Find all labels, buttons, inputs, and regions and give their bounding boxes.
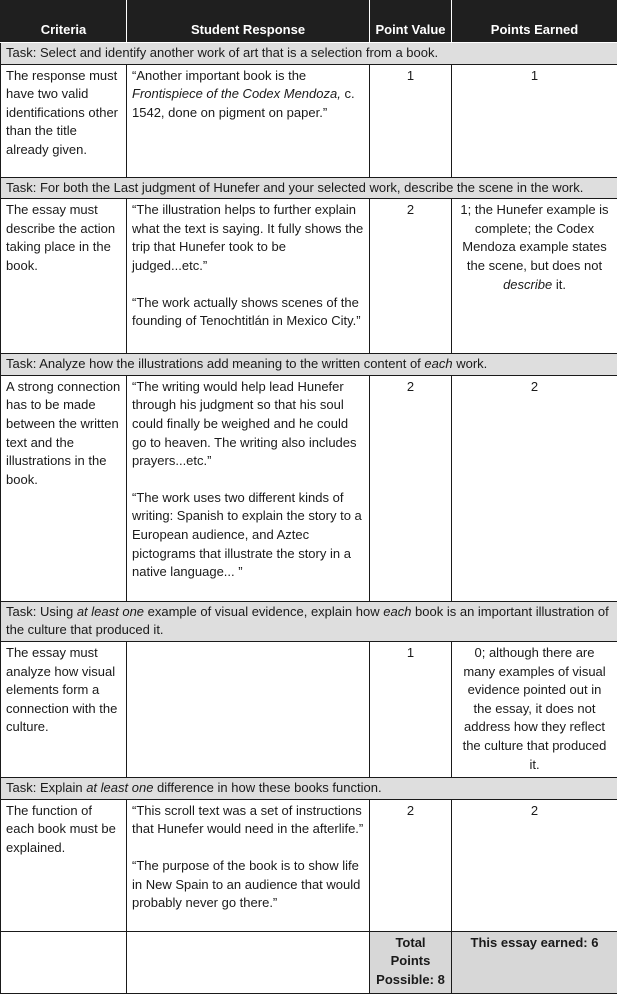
header-row — [1, 1, 617, 43]
criteria-cell: A strong connection has to be made between the written text and the illustrations in the book. — [1, 375, 127, 601]
task-text — [1, 354, 617, 376]
task-text — [1, 778, 617, 800]
criteria-cell: The essay must describe the action taking place in the book. — [1, 199, 127, 354]
point-value-cell: 2 — [370, 799, 452, 931]
student-response-cell — [127, 199, 370, 354]
response-quote: “This scroll text was a set of instructions that Hunefer would need in the afterlife.” — [132, 802, 364, 837]
points-earned-cell: 0; although there are many examples of visual evidence pointed out in the essay, it does not address how they reflect the culture that produced it. — [452, 641, 617, 777]
response-text: “Another important book is the — [132, 67, 307, 83]
response-quote: “The purpose of the book is to show life in New Spain to an audience that would probably never go there.” — [132, 857, 361, 911]
total-row — [1, 931, 617, 993]
student-response-cell — [127, 799, 370, 931]
task-text: Task: For both the Last judgment of Hunefer and your selected work, describe the scene in the work. — [1, 177, 617, 199]
student-response-cell — [127, 375, 370, 601]
table-row — [1, 64, 617, 177]
task-row — [1, 601, 617, 641]
header-criteria: Criteria — [1, 1, 127, 43]
task-text-part: Task: Using — [6, 603, 77, 619]
essay-earned-total: This essay earned: 6 — [452, 931, 617, 993]
response-quote: “The work uses two different kinds of writing: Spanish to explain the story to a European audience, and Aztec pictograms that illustrate the story in a native language... ” — [132, 489, 362, 580]
response-quote: “The work actually shows scenes of the founding of Tenochtitlán in Mexico City.” — [132, 294, 361, 329]
task-row — [1, 43, 617, 65]
points-earned-cell — [452, 199, 617, 354]
task-row — [1, 778, 617, 800]
criteria-cell: The essay must analyze how visual elements form a connection with the culture. — [1, 641, 127, 777]
student-response-cell — [127, 641, 370, 777]
student-response-cell — [127, 64, 370, 177]
task-text-part: example of visual evidence, explain how — [144, 603, 384, 619]
header-points-earned: Points Earned — [452, 1, 617, 43]
table-row — [1, 641, 617, 777]
task-text-part: book is an important illustration of the culture that produced it. — [6, 603, 609, 638]
response-quote: “The illustration helps to further explain what the text is saying. It fully shows the trip that Hunefer took to be judged...etc.” — [132, 202, 364, 273]
points-earned-cell: 1 — [452, 64, 617, 177]
table-row — [1, 799, 617, 931]
response-title: Frontispiece of the Codex Mendoza, — [132, 86, 341, 102]
header-point-value: Point Value — [370, 1, 452, 43]
points-earned-cell: 2 — [452, 375, 617, 601]
earned-emphasis: describe — [503, 276, 553, 292]
point-value-cell: 2 — [370, 199, 452, 354]
task-emphasis: at least one — [86, 780, 154, 796]
task-row — [1, 354, 617, 376]
total-points-possible: Total Points Possible: 8 — [370, 931, 452, 993]
table-row — [1, 199, 617, 354]
points-earned-cell: 2 — [452, 799, 617, 931]
earned-text: it. — [552, 276, 566, 292]
header-student-response: Student Response — [127, 1, 370, 43]
response-text: c. 1542, done on pigment on paper.” — [132, 86, 355, 120]
criteria-cell: The response must have two valid identifications other than the title already given. — [1, 64, 127, 177]
task-row — [1, 177, 617, 199]
point-value-cell: 2 — [370, 375, 452, 601]
task-text-part: Task: Analyze how the illustrations add meaning to the written content of — [6, 356, 425, 372]
response-quote: “The writing would help lead Hunefer through his judgment so that his soul could finally be weighed and he could go to heaven. The writing also includes prayers...etc.” — [132, 378, 357, 469]
task-text-part: difference in how these books function. — [153, 780, 382, 796]
task-text: Task: Select and identify another work of art that is a selection from a book. — [1, 43, 617, 65]
task-emphasis: each — [424, 356, 453, 372]
task-text-part: work. — [452, 356, 488, 372]
empty-cell — [1, 931, 127, 993]
empty-cell — [127, 931, 370, 993]
task-text — [1, 601, 617, 641]
point-value-cell: 1 — [370, 64, 452, 177]
table-row — [1, 375, 617, 601]
task-emphasis: each — [383, 603, 412, 619]
task-emphasis: at least one — [76, 603, 145, 619]
point-value-cell: 1 — [370, 641, 452, 777]
criteria-cell: The function of each book must be explained. — [1, 799, 127, 931]
earned-text: 1; the Hunefer example is complete; the Codex Mendoza example states the scene, but does not — [460, 202, 609, 273]
task-text-part: Task: Explain — [6, 780, 87, 796]
